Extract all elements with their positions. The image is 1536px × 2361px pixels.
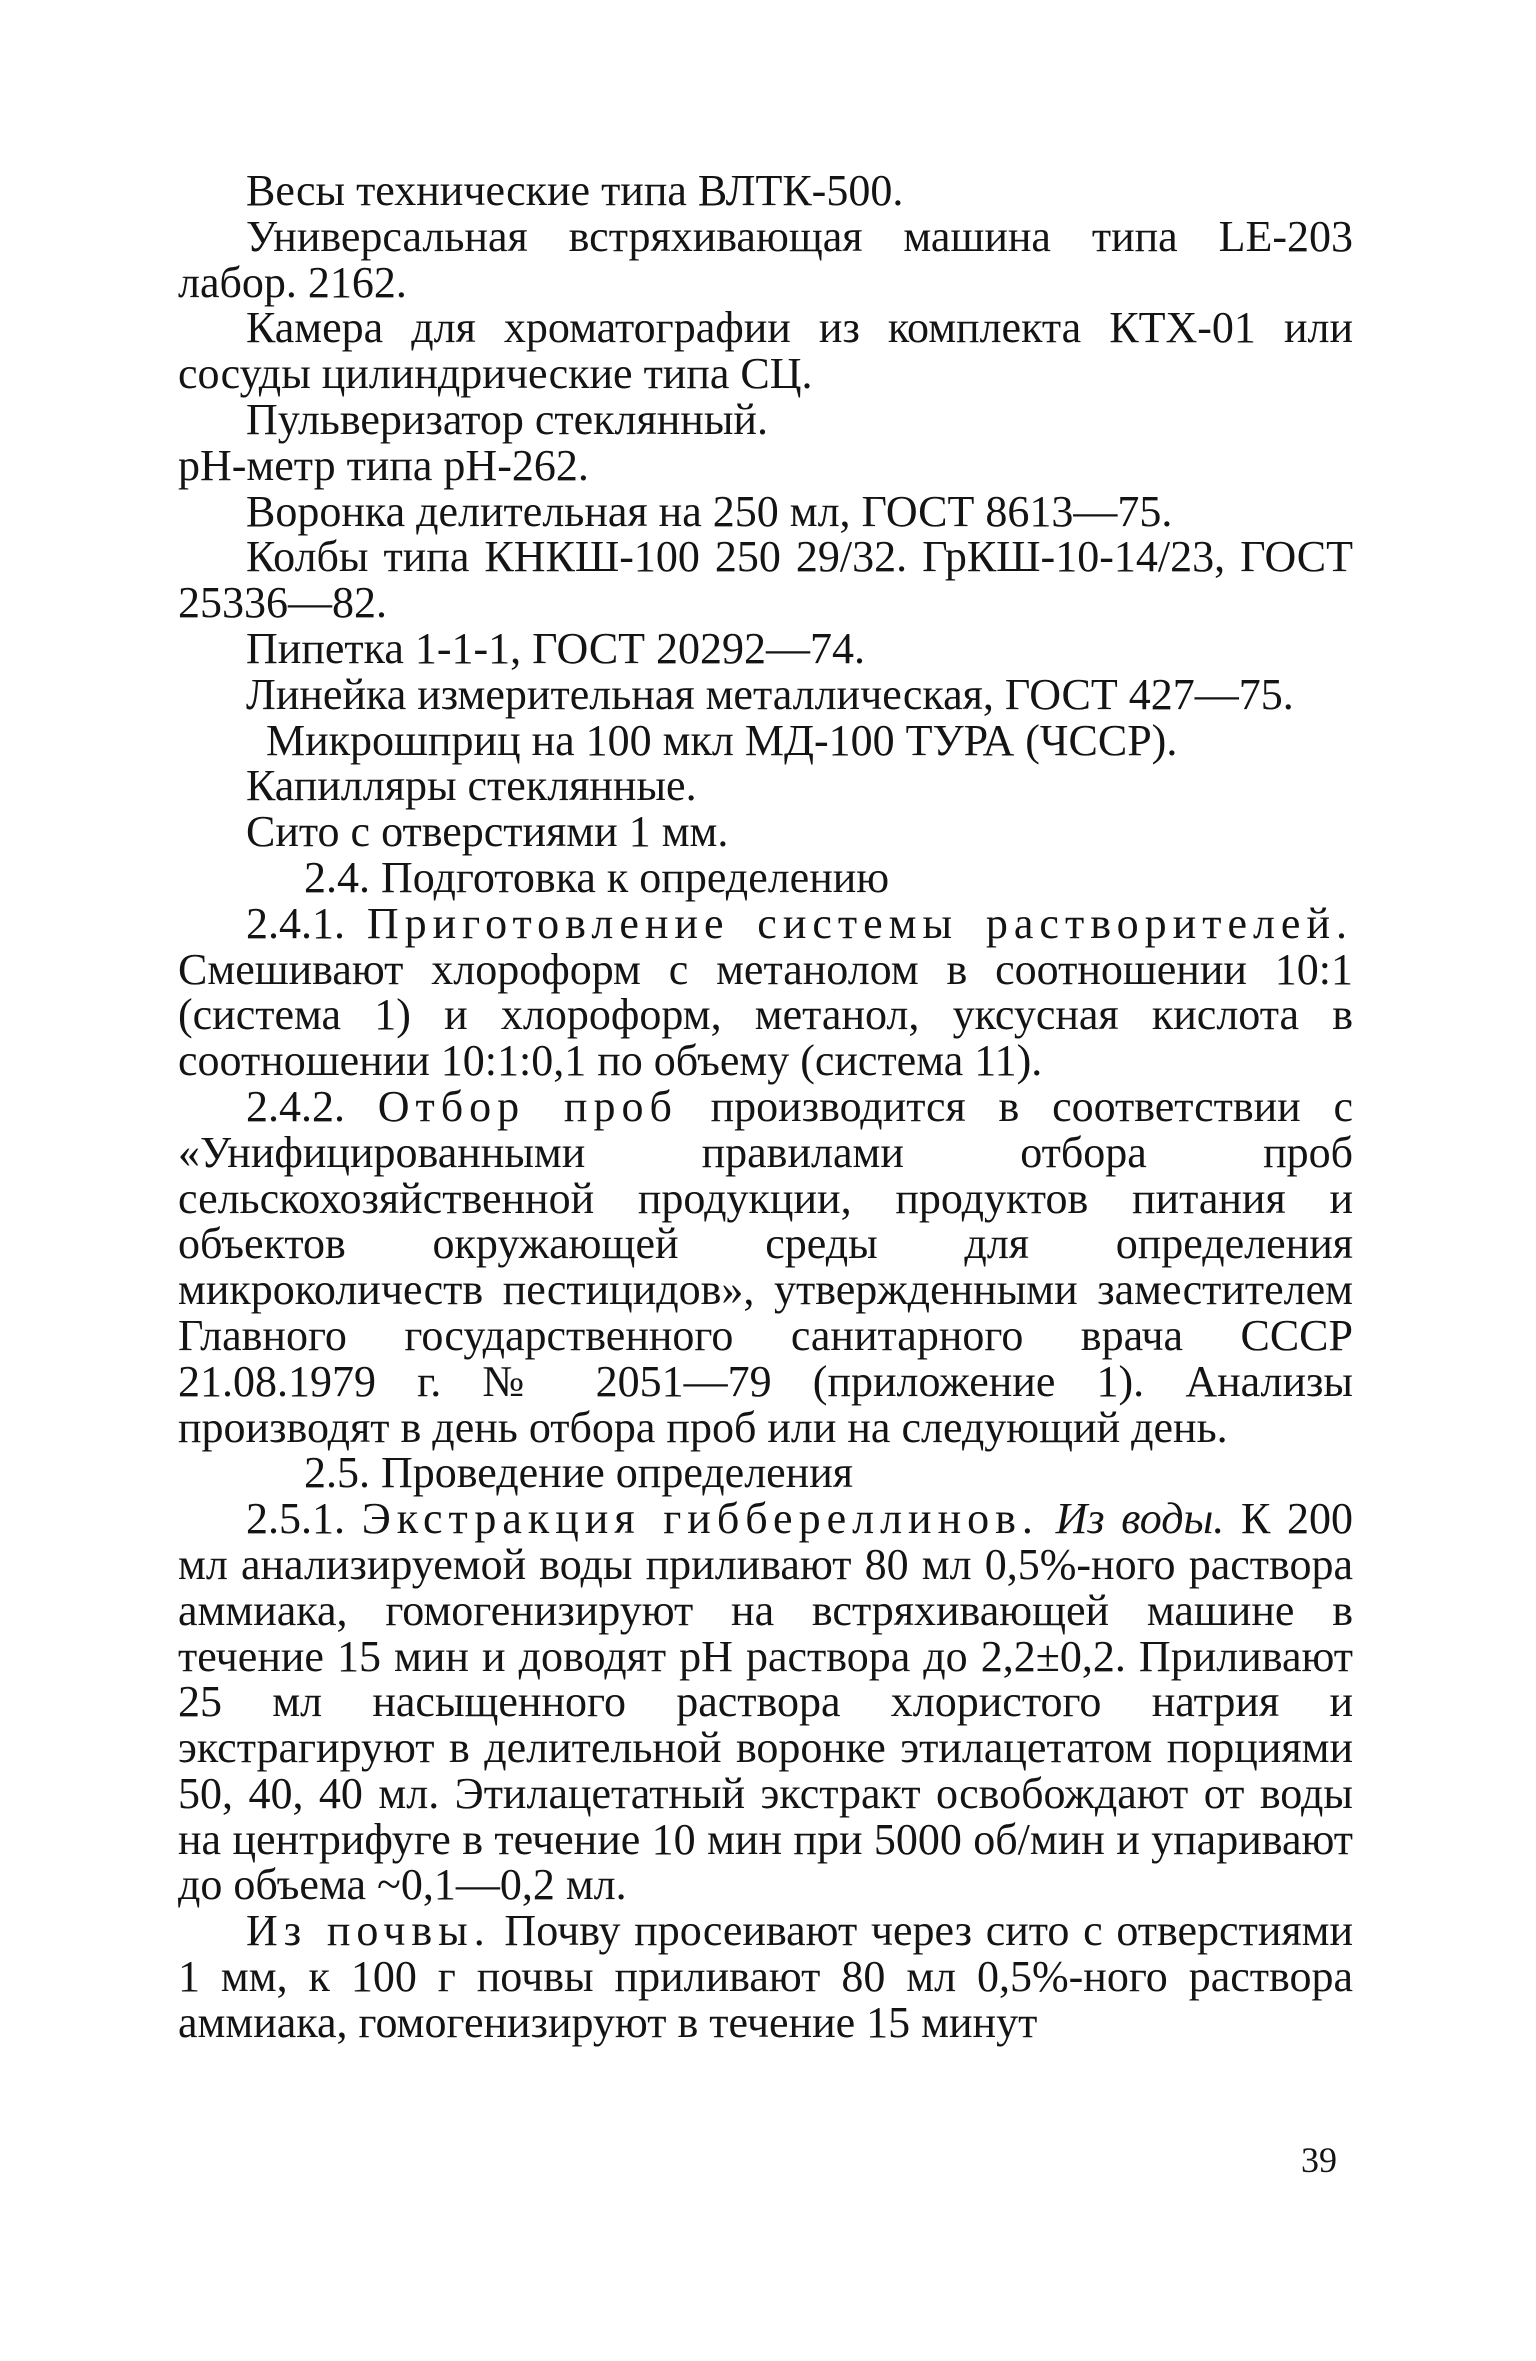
paragraph-2-4-1 <box>178 898 1353 1086</box>
paragraph-number: 2.5.1. <box>246 1494 362 1544</box>
paragraph-number: 2.4.1. <box>246 898 367 948</box>
page-number: 39 <box>1301 2140 1337 2180</box>
document-page <box>178 168 1353 2046</box>
equipment-sieve: Сито с отверстиями 1 мм. <box>246 807 729 857</box>
equipment-chamber: Камера для хроматографии из комплекта КТХ-01 или сосуды цилиндрические типа СЦ. <box>178 303 1353 399</box>
paragraph-subtitle: Из воды. <box>1038 1494 1225 1544</box>
equipment-shaker: Универсальная встряхивающая машина типа LE-203 лабор. 2162. <box>178 211 1353 307</box>
section-heading-2-4: 2.4. Подготовка к определению <box>304 852 890 902</box>
paragraph-title: Отбор проб <box>377 1081 678 1131</box>
paragraph-text: Смешивают хлороформ с метанолом в соотношении 10:1 (система 1) и хлороформ, метанол, уксусная кислота в соотношении 10:1:0,1 по объему (система 11). <box>178 944 1353 1086</box>
paragraph-text: производится в соответствии с «Унифицированными правилами отбора проб сельскохозяйственной продукции, продуктов питания и объектов окружающей среды для определения микроколичеств пестицидов», утвержденными заместителем Главного государственного санитарного врача СССР 21.08.1979 г. № 2051—79 (приложение 1). Анализы производят в день отбора проб или на следующий день. <box>178 1081 1353 1452</box>
paragraph-text: К 200 мл анализируемой воды приливают 80 мл 0,5%-ного раствора аммиака, гомогенизируют на встряхивающей машине в течение 15 мин и доводят рН раствора до 2,2±0,2. Приливают 25 мл насыщенного раствора хлористого натрия и экстрагируют в делительной воронке этилацетатом порциями 50, 40, 40 мл. Этилацетатный экстракт освобождают от воды на центрифуге в течение 10 мин при 5000 об/мин и упаривают до объема ~0,1—0,2 мл. <box>178 1494 1353 1910</box>
paragraph-2-4-2 <box>178 1081 1353 1452</box>
paragraph-text: Почву просеивают через сито с отверстиями 1 мм, к 100 г почвы приливают 80 мл 0,5%-ного раствора аммиака, гомогенизируют в течение 15 минут <box>178 1906 1353 2047</box>
equipment-funnel: Воронка делительная на 250 мл, ГОСТ 8613—75. <box>246 486 1173 536</box>
paragraph-title: Из почвы. <box>246 1906 491 1956</box>
paragraph-2-5-1 <box>178 1496 1353 1908</box>
equipment-sprayer: Пульверизатор стеклянный. <box>246 394 768 444</box>
equipment-microsyringe: Микрошприц на 100 мкл МД-100 ТУРА (ЧССР). <box>266 715 1178 765</box>
paragraph-number: 2.4.2. <box>246 1081 378 1131</box>
equipment-scales: Весы технические типа ВЛТК-500. <box>246 166 904 215</box>
paragraph-title: Приготовление системы растворителей. <box>366 898 1353 948</box>
equipment-pipette: Пипетка 1-1-1, ГОСТ 20292—74. <box>246 623 866 673</box>
equipment-capillaries: Капилляры стеклянные. <box>246 761 697 811</box>
paragraph-title: Экстракция гиббереллинов. <box>361 1494 1039 1544</box>
equipment-flasks: Колбы типа КНКШ-100 250 29/32. ГрКШ-10-14/23, ГОСТ 25336—82. <box>178 532 1353 628</box>
equipment-ruler: Линейка измерительная металлическая, ГОСТ 427—75. <box>246 669 1294 719</box>
equipment-ph-meter: рН-метр типа рН-262. <box>178 440 589 490</box>
paragraph-soil <box>178 1908 1353 2045</box>
section-heading-2-5: 2.5. Проведение определения <box>304 1448 854 1498</box>
